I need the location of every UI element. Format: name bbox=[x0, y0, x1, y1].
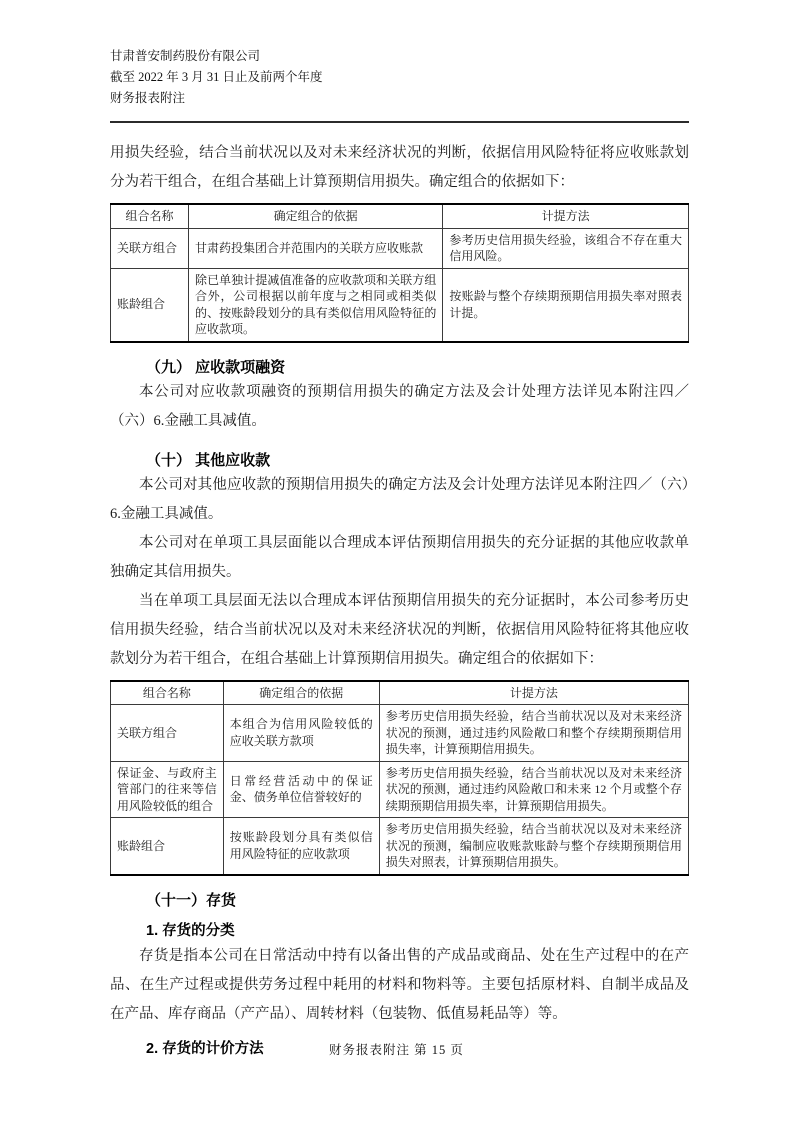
method-cell: 参考历史信用损失经验，结合当前状况以及对未来经济状况的预测，通过违约风险敞口和未来 12 个月或整个存续期预期信用损失率，计算预期信用损失。 bbox=[379, 761, 688, 818]
basis-cell: 本组合为信用风险较低的应收关联方款项 bbox=[223, 705, 379, 762]
table-row bbox=[111, 268, 689, 342]
footer-page-number: 财务报表附注 第 15 页 bbox=[329, 1043, 464, 1057]
method-cell: 参考历史信用损失经验，结合当前状况以及对未来经济状况的预测，通过违约风险敞口和整个存续期预期信用损失率，计算预期信用损失。 bbox=[379, 705, 688, 762]
table-row bbox=[111, 818, 689, 875]
portfolio-name-cell: 账龄组合 bbox=[111, 818, 224, 875]
company-name: 甘肃普安制药股份有限公司 bbox=[110, 49, 261, 63]
sub-heading-inventory-classification: 1. 存货的分类 bbox=[146, 922, 235, 939]
basis-cell: 按账龄段划分具有类似信用风险特征的应收款项 bbox=[223, 818, 379, 875]
section-heading-9: （九） 应收款项融资 bbox=[146, 358, 286, 376]
report-period: 截至 2022 年 3 月 31 日止及前两个年度 bbox=[110, 70, 323, 84]
portfolio-name-cell: 账龄组合 bbox=[111, 268, 189, 342]
section10-paragraph-1: 本公司对其他应收款的预期信用损失的确定方法及会计处理方法详见本附注四／（六）6.金融工具减值。 bbox=[110, 476, 689, 522]
method-cell: 参考历史信用损失经验，结合当前状况以及对未来经济状况的预测，编制应收账款账龄与整个存续期预期信用损失对照表，计算预期信用损失。 bbox=[379, 818, 688, 875]
section11-paragraph: 存货是指本公司在日常活动中持有以备出售的产成品或商品、处在生产过程中的在产品、在生产过程或提供劳务过程中耗用的材料和物料等。主要包括原材料、自制半成品及在产品、库存商品（产产品）、周转材料（包装物、低值易耗品等）等。 bbox=[110, 947, 689, 1022]
table-header-row bbox=[111, 681, 689, 705]
section9-paragraph: 本公司对应收款项融资的预期信用损失的确定方法及会计处理方法详见本附注四／（六）6.金融工具减值。 bbox=[110, 383, 689, 429]
portfolio-name-cell: 保证金、与政府主管部门的往来等信用风险较低的组合 bbox=[111, 761, 224, 818]
sub-heading-inventory-valuation: 2. 存货的计价方法 bbox=[146, 1040, 264, 1057]
section-heading-11: （十一）存货 bbox=[146, 891, 237, 909]
header-rule bbox=[110, 121, 689, 123]
section10-paragraph-3: 当在单项工具层面无法以合理成本评估预期信用损失的充分证据时，本公司参考历史信用损失经验，结合当前状况以及对未来经济状况的判断，依据信用风险特征将其他应收款划分为若干组合，在组合基础上计算预期信用损失。确定组合的依据如下： bbox=[110, 592, 689, 667]
column-header-method: 计提方法 bbox=[379, 681, 688, 705]
method-cell: 参考历史信用损失经验，该组合不存在重大信用风险。 bbox=[443, 228, 689, 268]
table-row bbox=[111, 761, 689, 818]
basis-cell: 除已单独计提减值准备的应收款项和关联方组合外，公司根据以前年度与之相同或相类似的、按账龄段划分的具有类似信用风险特征的应收款项。 bbox=[189, 268, 443, 342]
document-title: 财务报表附注 bbox=[110, 91, 186, 105]
portfolio-name-cell: 关联方组合 bbox=[111, 705, 224, 762]
method-cell: 按账龄与整个存续期预期信用损失率对照表计提。 bbox=[443, 268, 689, 342]
basis-cell: 甘肃药投集团合并范围内的关联方应收账款 bbox=[189, 228, 443, 268]
document-header bbox=[110, 46, 689, 109]
intro-paragraph: 用损失经验，结合当前状况以及对未来经济状况的判断，依据信用风险特征将应收账款划分为若干组合，在组合基础上计算预期信用损失。确定组合的依据如下： bbox=[110, 145, 689, 190]
table-header-row bbox=[111, 204, 689, 228]
section-heading-10: （十） 其他应收款 bbox=[146, 451, 271, 469]
table-row bbox=[111, 705, 689, 762]
column-header-basis: 确定组合的依据 bbox=[223, 681, 379, 705]
column-header-portfolio-name: 组合名称 bbox=[111, 681, 224, 705]
table-row bbox=[111, 228, 689, 268]
receivables-portfolio-table bbox=[110, 203, 689, 343]
other-receivables-portfolio-table bbox=[110, 680, 689, 876]
section10-paragraph-2: 本公司对在单项工具层面能以合理成本评估预期信用损失的充分证据的其他应收款单独确定其信用损失。 bbox=[110, 534, 689, 580]
column-header-portfolio-name: 组合名称 bbox=[111, 204, 189, 228]
column-header-basis: 确定组合的依据 bbox=[189, 204, 443, 228]
portfolio-name-cell: 关联方组合 bbox=[111, 228, 189, 268]
column-header-method: 计提方法 bbox=[443, 204, 689, 228]
basis-cell: 日常经营活动中的保证金、债务单位信誉较好的 bbox=[223, 761, 379, 818]
